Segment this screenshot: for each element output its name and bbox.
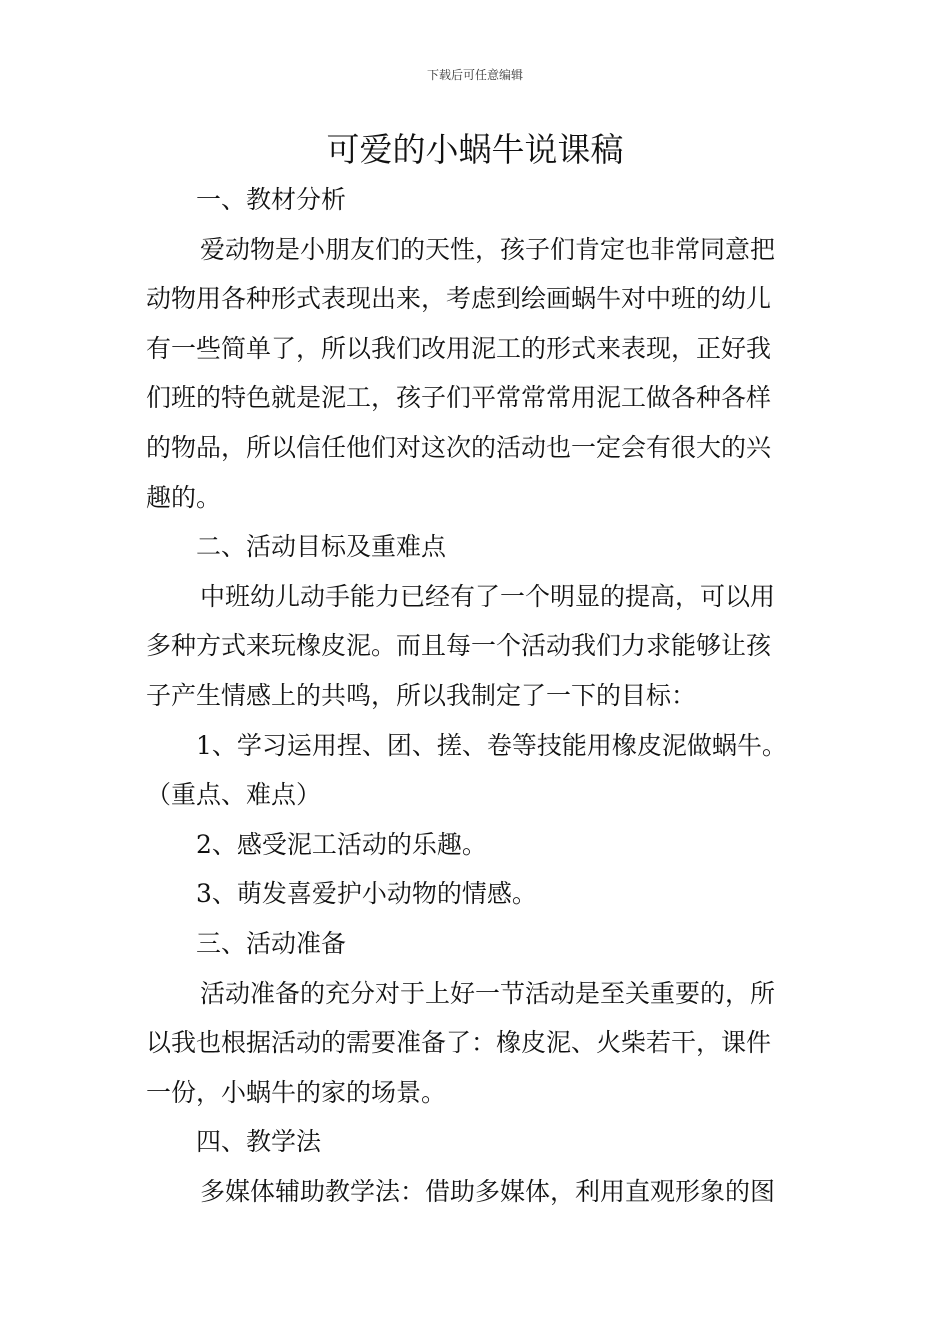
goal-item-1-note: （重点、难点） [146,780,322,810]
goal-item-3: 3、萌发喜爱护小动物的情感。 [196,879,537,909]
section-heading-1: 一、教材分析 [196,185,347,214]
header-note: 下载后可任意编辑 [426,68,523,82]
paragraph-line: 一份，小蜗牛的家的场景。 [146,1077,447,1107]
section-heading-2: 二、活动目标及重难点 [196,532,447,562]
document-body [146,175,810,1216]
goal-item-1: 1、学习运用捏、团、搓、卷等技能用橡皮泥做蜗牛。 [196,730,787,760]
paragraph-line: 活动准备的充分对于上好一节活动是至关重要的，所 [200,978,776,1008]
goal-item-2: 2、感受泥工活动的乐趣。 [196,829,487,859]
section-heading-3: 三、活动准备 [196,928,347,958]
section-heading-4: 四、教学法 [196,1127,322,1157]
paragraph-line: 多种方式来玩橡皮泥。而且每一个活动我们力求能够让孩 [146,631,772,661]
paragraph-line: 中班幼儿动手能力已经有了一个明显的提高，可以用 [200,581,776,611]
paragraph-line: 子产生情感上的共鸣，所以我制定了一下的目标： [146,680,697,710]
paragraph-line: 们班的特色就是泥工，孩子们平常常常用泥工做各种各样 [146,383,772,413]
paragraph-line: 爱动物是小朋友们的天性，孩子们肯定也非常同意把 [200,234,776,264]
paragraph-line: 趣的。 [146,482,222,512]
paragraph-line: 多媒体辅助教学法：借助多媒体，利用直观形象的图 [200,1176,776,1206]
paragraph-line: 以我也根据活动的需要准备了：橡皮泥、火柴若干，课件 [146,1028,772,1058]
paragraph-line: 的物品，所以信任他们对这次的活动也一定会有很大的兴 [146,432,772,462]
paragraph-line: 动物用各种形式表现出来，考虑到绘画蜗牛对中班的幼儿 [146,284,772,314]
paragraph-line: 有一些简单了，所以我们改用泥工的形式来表现，正好我 [146,333,772,363]
document-title: 可爱的小蜗牛说课稿 [326,130,624,169]
